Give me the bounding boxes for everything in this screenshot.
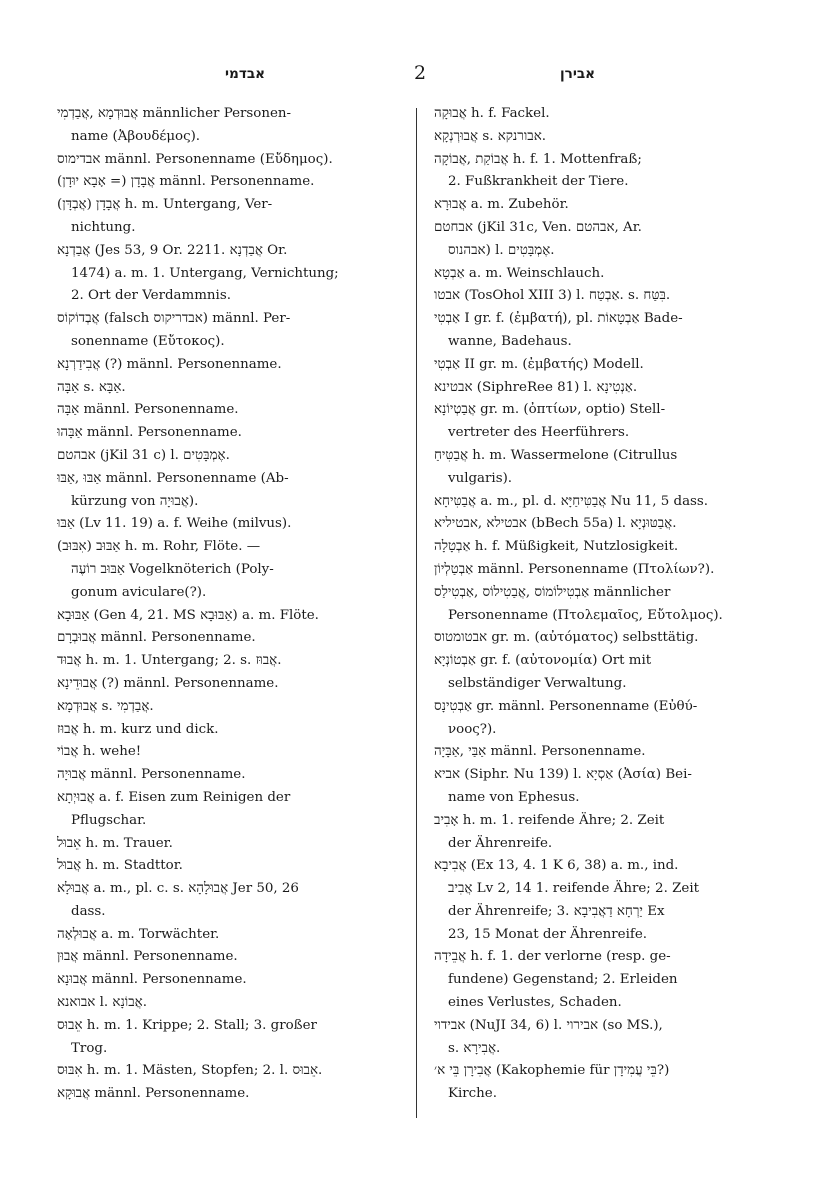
dictionary-line: אַבְטִילוֹמוֹס ,אֲבַטִילוֹס ,אַבְטִילַס männlicher [434,584,671,600]
header-right-title: אבירן [560,66,596,82]
dictionary-line: s. אֲבִירָא. [448,1040,501,1056]
dictionary-line: אִבּוּס h. m. 1. Mästen, Stopfen; 2. l. אֵבוּס. [57,1063,323,1079]
dictionary-line: אבהטם (jKil 31 c) l. אֶמְבָּטִים. [57,447,230,463]
dictionary-line: 1474) a. m. 1. Untergang, Vernichtung; [71,265,339,281]
page-number: 2 [414,62,427,84]
dictionary-line: אֲבוּנָא männl. Personenname. [57,972,247,988]
dictionary-line: אֲבִיב Lv 2, 14 1. reifende Ähre; 2. Zeit [448,881,699,897]
dictionary-line: אֵבוּס h. m. 1. Krippe; 2. Stall; 3. großer [57,1017,317,1033]
dictionary-line: אֲבָדָן (אֲבְדָּן) h. m. Untergang, Ver- [57,197,273,213]
dictionary-line: vertreter des Heerführers. [448,425,630,441]
right-column [434,103,789,1106]
dictionary-line: אַבְטִי II gr. m. (ἐμβατής) Modell. [434,356,644,372]
dictionary-line: dass. [71,903,106,919]
dictionary-line: אֲבוּבְרָם männl. Personenname. [57,630,256,646]
dictionary-line: name von Ephesus. [448,789,580,805]
header-left-title: אבדמי [225,66,266,82]
dictionary-line: אֲבָדָן (= אָבָא יוּדָן) männl. Personenname. [57,174,315,190]
dictionary-line: אבטומטוס gr. m. (αὐτόματος) selbsttätig. [434,630,699,646]
dictionary-line: אֲבוֹי h. wehe! [57,744,142,760]
dictionary-line: אֲבַטְיוֹנָא gr. m. (ὀπτίων, optio) Stell- [434,402,666,418]
dictionary-line: אֲבִיבָא (Ex 13, 4. 1 K 6, 38) a. m., ind. [434,858,679,874]
dictionary-line: der Ährenreife. [448,835,553,851]
dictionary-line: אַבְטוֹנְיָא gr. f. (αὐτονομία) Ort mit [434,653,652,669]
dictionary-line: אֲבְדוֹקוֹס (falsch אבדריקוס) männl. Per- [57,311,291,327]
column-divider [416,108,417,1118]
dictionary-line: אַבּוּ (Lv 11. 19) a. f. Weihe (milvus). [57,516,292,532]
dictionary-line: אֲבוּרָא a. m. Zubehör. [434,197,569,213]
dictionary-line: vulgaris). [448,470,513,486]
dictionary-line: אֲבִידַרְנָא (?) männl. Personenname. [57,356,282,372]
dictionary-line: אבדימוס männl. Personenname (Εὔδημος). [57,151,333,167]
dictionary-line: אֲבִירָן בֵּי א׳ (Kakophemie für בֵּי עֲמִידָן?) [434,1063,670,1079]
dictionary-line: אֲבוּקָה h. f. Fackel. [434,106,550,121]
dictionary-line: אֲבֵידָה h. f. 1. der verlorne (resp. ge- [434,949,671,965]
dictionary-line: אֲבוּלְאָה a. m. Torwächter. [57,926,220,942]
dictionary-line: אַבָּהוּ männl. Personenname. [57,425,242,441]
dictionary-line: אֲבוּל h. m. Stadttor. [57,858,183,874]
dictionary-line: אַבְטָא a. m. Weinschlauch. [434,265,605,281]
dictionary-line: gonum aviculare(?). [71,584,207,600]
dictionary-line: eines Verlustes, Schaden. [448,995,622,1011]
dictionary-line: אבטינא (SiphreRee 81) l. אַנְטִינָא. [434,379,638,395]
dictionary-line: 2. Ort der Verdammnis. [71,288,231,304]
dictionary-line: kürzung von אֲבוּיָה). [71,493,199,509]
dictionary-line: אַבָּה s. אַבָּא. [57,379,126,395]
dictionary-line: der Ährenreife; 3. יַרְחָא דַאֲבִיבָא Ex [448,903,665,919]
dictionary-line: אֲבוּיְתָא a. f. Eisen zum Reinigen der [57,789,291,805]
dictionary-line: אֲבוּקָא männl. Personenname. [57,1086,250,1102]
dictionary-line: 23, 15 Monat der Ährenreife. [448,926,648,942]
dictionary-line: nichtung. [71,219,136,235]
dictionary-line: אֲבוּד h. m. 1. Untergang; 2. s. אֲבוּז. [57,653,282,669]
dictionary-line: אֲבוּיָה männl. Personenname. [57,767,246,783]
dictionary-line: אַבּוּב רוֹעֶה Vogelknöterich (Poly- [71,561,274,577]
dictionary-line: אַבַּי ,אַבָּיָה männl. Personenname. [434,744,646,760]
dictionary-line: אֲבַדְנָא (Jes 53, 9 Or. 2211. אֲבַדְנָא Or. [57,242,288,258]
dictionary-line: name (Ἀβουδέμος). [71,128,201,144]
dictionary-line: אָבִיב h. m. 1. reifende Ähre; 2. Zeit [434,812,665,828]
dictionary-line: אֲבוּרְנְקָא s. אבורנקא. [434,128,547,144]
dictionary-line: אבהנוס) l. אֶמְבָּטִים. [448,242,555,258]
dictionary-line: אֲבוּן männl. Personenname. [57,949,238,965]
dictionary-line: Pflugschar. [71,812,147,828]
dictionary-line: אבואנא l. אֲבוֹנָא. [57,995,147,1011]
dictionary-line: אבידוי (NuJI 34, 6) l. אבירוי (so MS.), [434,1017,663,1033]
dictionary-line: אֲבַטִּיחָא a. m., pl. d. אֲבַטִּיחַיָּא Nu 11, 5 dass. [434,493,709,509]
dictionary-line: אבטילא ,אבטיליא (bBech 55a) l. אֲבַטּוּנְיָא. [434,516,677,532]
dictionary-line: אֵבוּל h. m. Trauer. [57,835,173,851]
dictionary-line: 2. Fußkrankheit der Tiere. [448,174,629,190]
dictionary-line: אַבּוּבָא (Gen 4, 21. MS אַבּוּבָא) a. m. Flöte. [57,607,319,623]
dictionary-line: selbständiger Verwaltung. [448,675,627,691]
dictionary-line: אביא (Siphr. Nu 139) l. אַסְיָא (Ἀσία) Bei- [434,767,692,783]
dictionary-line: Kirche. [448,1086,497,1102]
dictionary-line: Trog. [71,1040,108,1056]
dictionary-line: νοος?). [448,721,497,737]
dictionary-line: אַבְטַלְיוֹן männl. Personenname (Πτολίων?). [434,561,715,577]
dictionary-line: wanne, Badehaus. [448,333,572,349]
left-column [57,103,412,1106]
dictionary-line: אַבּוּ ,אַבּוּ männl. Personenname (Ab- [57,470,289,486]
dictionary-line: sonenname (Εὔτοκος). [71,333,225,349]
dictionary-line: אבחטם (jKil 31c, Ven. אבהטם, Ar. [434,219,642,235]
dictionary-line: Personenname (Πτολεμαῖος, Εὔτολμος). [448,607,723,623]
dictionary-line: אַבְטִי I gr. f. (ἐμβατή), pl. אַבְטָאוֹת Bade- [434,311,683,327]
dictionary-line: אבטו (TosOhol XIII 3) l. אַבְטַח. s. בִּטַּח. [434,288,671,304]
dictionary-line: אַבָּה männl. Personenname. [57,402,239,418]
dictionary-line: אֲבוּדְמָא s. אֲבַדְמִי. [57,698,154,714]
dictionary-line: אֲבוּלָא a. m., pl. c. s. אֲבוּלָהָא Jer 50, 26 [57,881,299,897]
dictionary-line: אַבְטָלָה h. f. Müßigkeit, Nutzlosigkeit. [434,539,679,555]
dictionary-line: אַבּוּב (אִבּוּב) h. m. Rohr, Flöte. — [57,539,261,555]
dictionary-line: אֲבוּדְמָא ,אֲבַדְמִי männlicher Personen- [57,106,292,121]
dictionary-line: אֲבַטִּיחַ h. m. Wassermelone (Citrullus [434,447,678,463]
dictionary-line: אַבְטִינָס gr. männl. Personenname (Εὐθύ- [434,698,698,714]
dictionary-line: אֲבוּז h. m. kurz und dick. [57,721,219,737]
dictionary-line: fundene) Gegenstand; 2. Erleiden [448,972,678,988]
dictionary-line: אֲבוּדֵינָא (?) männl. Personenname. [57,675,279,691]
dictionary-line: אֲבוֹקַת ,אֲבוֹקָה h. f. 1. Mottenfraß; [434,151,642,167]
